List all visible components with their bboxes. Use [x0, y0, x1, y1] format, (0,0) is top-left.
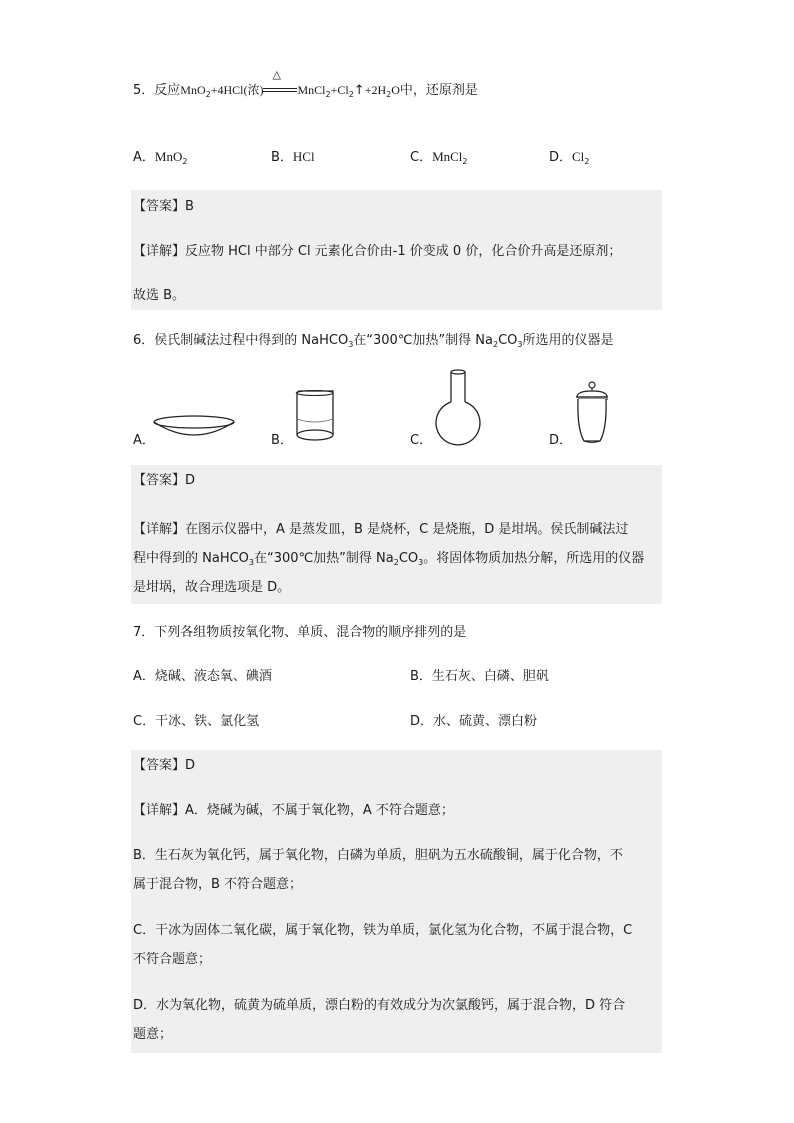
q6-answer: 【答案】D [133, 473, 196, 488]
q7-option-b[interactable]: B．生石灰、白磷、胆矾 [410, 669, 549, 684]
q5-eq-arrow [263, 67, 297, 97]
q5-eq-sub: 2 [205, 90, 211, 99]
option-sub: 2 [182, 157, 188, 166]
q6-option-a[interactable]: A． [133, 433, 155, 448]
q5-eq-cl: +Cl [330, 83, 349, 97]
q7-detail-d-line-1: D．水为氧化物，硫黄为硫单质，漂白粉的有效成分为次氯酸钙，属于混合物，D 符合 [133, 998, 626, 1013]
q6-stem-sub: 3 [517, 340, 523, 349]
q6-detail-part: 。将固体物质加热分解，所选用的仪器 [423, 551, 645, 566]
q7-detail-d-line-2: 题意； [133, 1027, 173, 1042]
q6-option-c[interactable]: C． [410, 433, 433, 448]
q6-detail-part: 在“300℃加热”制得 Na [254, 551, 394, 566]
q6-detail-sub: 3 [248, 558, 255, 567]
option-label: A． [133, 150, 155, 165]
q5-eq-sub: 2 [325, 90, 331, 99]
q5-option-b[interactable] [271, 150, 315, 164]
gas-arrow-icon: ↑ [353, 83, 365, 98]
option-sub: 2 [584, 157, 590, 166]
option-label: B． [271, 150, 293, 165]
q5-option-a[interactable] [133, 150, 187, 164]
q5-eq-hcl: +4HCl(浓) [210, 83, 264, 97]
option-text: HCl [292, 149, 315, 164]
crucible-icon [574, 381, 610, 445]
heat-condition-icon: △ [272, 67, 281, 81]
equation-equals-line [263, 91, 297, 92]
option-text: MnCl [432, 149, 463, 164]
q5-answer: 【答案】B [133, 199, 194, 214]
q7-option-d[interactable]: D．水、硫黄、漂白粉 [410, 714, 538, 729]
q5-eq-sub: 2 [386, 90, 392, 99]
q5-stem-prefix: 5．反应 [133, 83, 181, 98]
q5-eq-mno2: MnO [180, 83, 206, 97]
q7-stem: 7．下列各组物质按氧化物、单质、混合物的顺序排列的是 [133, 625, 467, 640]
q5-eq-o: O [391, 83, 400, 97]
q6-stem-part: 所选用的仪器是 [522, 333, 614, 348]
q6-detail-sub: 2 [393, 558, 399, 567]
round-bottom-flask-icon [430, 369, 486, 447]
q6-stem-sub: 3 [348, 340, 354, 349]
q6-stem-part: CO [498, 333, 518, 348]
option-sub: 2 [462, 157, 468, 166]
option-label: D． [549, 150, 573, 165]
q6-stem [133, 334, 614, 347]
q6-detail-part: 程中得到的 NaHCO [133, 551, 249, 566]
q6-detail-part: CO [398, 551, 419, 566]
q6-detail-line-1: 【详解】在图示仪器中，A 是蒸发皿，B 是烧杯，C 是烧瓶，D 是坩埚。侯氏制碱法过 [133, 522, 629, 537]
q6-option-d[interactable]: D． [549, 433, 573, 448]
option-text: MnO [154, 149, 183, 164]
q5-option-c[interactable] [410, 150, 468, 164]
q7-detail-c-line-2: 不符合题意； [133, 952, 212, 967]
q7-detail-b-line-1: B．生石灰为氧化钙，属于氧化物，白磷为单质，胆矾为五水硫酸铜，属于化合物，不 [133, 848, 623, 863]
q6-option-b[interactable]: B． [271, 433, 293, 448]
q5-detail-line-1: 【详解】反应物 HCl 中部分 Cl 元素化合价由-1 价变成 0 价，化合价升高是还原剂； [133, 244, 622, 259]
q6-detail-line-3: 是坩埚，故合理选项是 D。 [133, 580, 291, 595]
q5-eq-mncl: MnCl [297, 83, 326, 97]
q7-detail-b-line-2: 属于混合物，B 不符合题意； [133, 877, 303, 892]
q5-eq-h: +2H [364, 83, 387, 97]
q6-detail-sub: 3 [418, 558, 424, 567]
q7-option-c[interactable]: C．干冰、铁、氯化氢 [133, 714, 260, 729]
q7-option-a[interactable]: A．烧碱、液态氧、碘酒 [133, 669, 272, 684]
q6-stem-sub: 2 [493, 340, 499, 349]
q6-stem-part: 在“300℃加热”制得 Na [353, 333, 493, 348]
q5-option-d[interactable] [549, 150, 589, 164]
q7-detail-c-line-1: C．干冰为固体二氧化碳，属于氧化物，铁为单质，氯化氢为化合物，不属于混合物，C [133, 923, 633, 938]
option-text: Cl [572, 149, 585, 164]
q5-stem-suffix: 中，还原剂是 [399, 83, 478, 98]
q6-detail-line-2 [133, 552, 644, 565]
q5-detail-line-2: 故选 B。 [133, 288, 186, 303]
q5-eq-sub: 2 [348, 90, 354, 99]
beaker-icon [292, 389, 338, 445]
q7-answer: 【答案】D [133, 758, 196, 773]
q6-stem-part: 6．侯氏制碱法过程中得到的 NaHCO [133, 333, 349, 348]
q7-detail-a: 【详解】A．烧碱为碱，不属于氧化物，A 不符合题意； [133, 803, 454, 818]
q5-stem [133, 67, 478, 99]
evaporating-dish-icon [152, 414, 236, 444]
option-label: C． [410, 150, 433, 165]
equation-equals-line [263, 88, 297, 89]
